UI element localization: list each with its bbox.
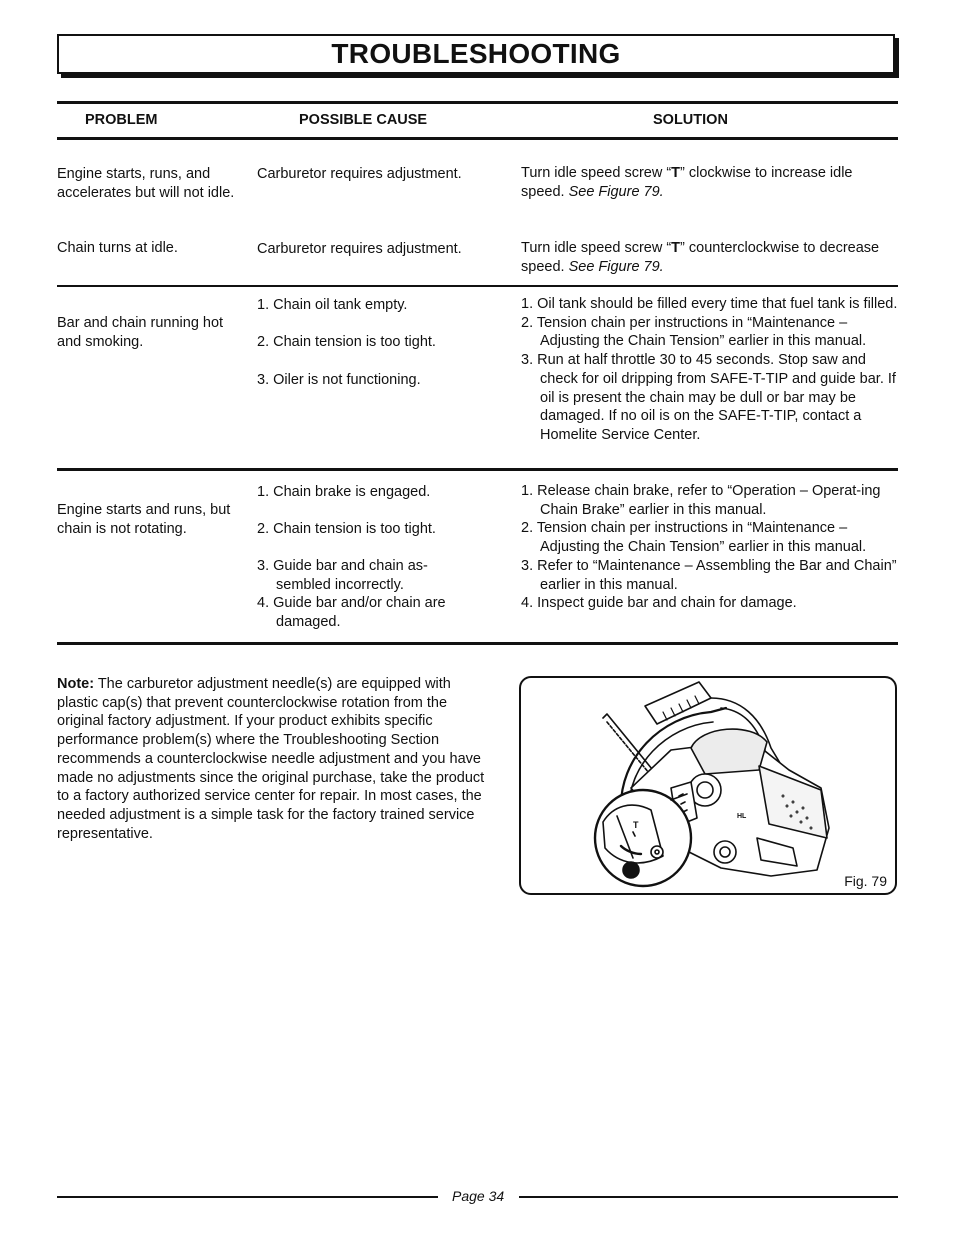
page-number: Page 34 — [452, 1188, 505, 1204]
chainsaw-carburetor-illustration — [521, 678, 894, 892]
footer-rule-left — [57, 1196, 438, 1198]
row-divider-2 — [57, 468, 898, 471]
row4-cause-2: 2. Chain tension is too tight. — [257, 521, 436, 537]
row3-causes — [257, 296, 507, 390]
row3-solutions — [521, 295, 898, 445]
row4-cause-3: 3. Guide bar and chain as-sembled incorrectly. — [257, 558, 428, 593]
page-title-box — [57, 34, 895, 74]
row-divider-1 — [57, 285, 898, 287]
page-title: TROUBLESHOOTING — [331, 38, 621, 69]
row3-cause-3: 3. Oiler is not functioning. — [257, 372, 421, 388]
row4-solution-2: 2. Tension chain per instructions in “Maintenance – Adjusting the Chain Tension” earlier in this manual. — [521, 520, 867, 556]
row4-cause-4: 4. Guide bar and/or chain are damaged. — [257, 595, 446, 631]
row4-causes — [257, 483, 472, 632]
row1-cause: Carburetor requires adjustment. — [257, 166, 462, 182]
footer-rule-right — [519, 1196, 898, 1198]
row4-solutions — [521, 482, 898, 613]
row2-solution: Turn idle speed screw “T” counterclockwise to decrease speed. See Figure 79. — [521, 240, 880, 275]
row3-cause-2: 2. Chain tension is too tight. — [257, 334, 436, 350]
row3-solution-2: 2. Tension chain per instructions in “Maintenance – Adjusting the Chain Tension” earlier in this manual. — [521, 314, 867, 350]
row4-cause-1: 1. Chain brake is engaged. — [257, 484, 431, 500]
row2-cause: Carburetor requires adjustment. — [257, 241, 462, 257]
header-solution: SOLUTION — [653, 112, 728, 128]
row1-problem: Engine starts, runs, and accelerates but will not idle. — [57, 166, 235, 201]
header-bottom-rule — [57, 137, 898, 140]
header-problem: PROBLEM — [85, 112, 158, 128]
figure-caption: Fig. 79 — [844, 873, 887, 889]
figure-79 — [519, 676, 897, 895]
table-top-rule — [57, 101, 898, 104]
row3-solution-1: 1. Oil tank should be filled every time that fuel tank is filled. — [521, 296, 898, 312]
row3-cause-1: 1. Chain oil tank empty. — [257, 297, 408, 313]
brand-mark-label: HL — [737, 813, 747, 820]
table-bottom-rule — [57, 642, 898, 645]
row3-problem: Bar and chain running hot and smoking. — [57, 315, 224, 350]
row3-solution-3: 3. Run at half throttle 30 to 45 seconds. Stop saw and check for oil dripping from SAFE-T-TIP and guide bar. If oil is present the chain may be dull or bar may be damaged. If no oil is on the SAFE-T-TIP, contact a Homelite Service Center. — [521, 352, 896, 443]
row4-problem: Engine starts and runs, but chain is not rotating. — [57, 502, 231, 537]
row4-solution-3: 3. Refer to “Maintenance – Assembling the Bar and Chain” earlier in this manual. — [521, 557, 897, 593]
row1-solution: Turn idle speed screw “T” clockwise to increase idle speed. See Figure 79. — [521, 165, 853, 200]
row4-solution-4: 4. Inspect guide bar and chain for damage. — [521, 595, 797, 612]
inset-t-label: T — [633, 820, 639, 830]
header-possible-cause: POSSIBLE CAUSE — [299, 112, 428, 128]
row2-problem: Chain turns at idle. — [57, 240, 178, 256]
row4-solution-1: 1. Release chain brake, refer to “Operation – Operat-ing Chain Brake” earlier in this manual. — [521, 483, 881, 518]
note-paragraph: Note: The carburetor adjustment needle(s) are equipped with plastic cap(s) that prevent counterclockwise rotation from the original factory adjustment. If your product exhibits specific performance problem(s) where the Troubleshooting Section recommends a counterclockwise needle adjustment and you have made no adjustments since the original purchase, take the product to a factory authorized service center for repair. In most cases, the needed adjustment is a simple task for the factory trained service representative. — [57, 676, 485, 842]
